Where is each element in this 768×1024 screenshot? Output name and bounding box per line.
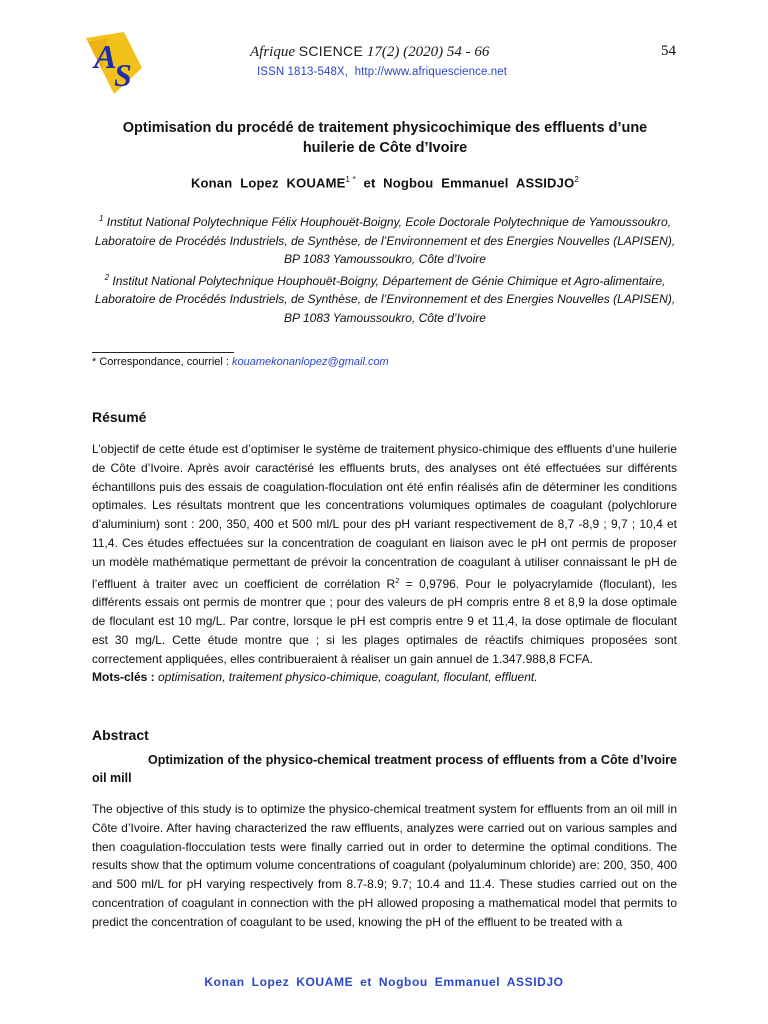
email-link[interactable]: kouamekonanlopez@gmail.com xyxy=(232,356,389,368)
affiliation-2-sup: 2 xyxy=(104,272,110,282)
resume-heading: Résumé xyxy=(92,409,147,425)
affiliation-1-line-2: Laboratoire de Procédés Industriels, de Synthèse, de l’Environnement et des Energies Nouvelles (LAPISEN), xyxy=(94,233,676,248)
running-footer: Konan Lopez KOUAME et Nogbou Emmanuel ASSIDJO xyxy=(204,975,564,989)
keywords-values: optimisation, traitement physico-chimique, coagulant, floculant, effluent. xyxy=(158,670,538,684)
issn-line xyxy=(257,66,507,78)
footnote-divider xyxy=(92,352,234,353)
title-line-2: huilerie de Côte d’Ivoire xyxy=(302,140,468,156)
r-squared-sup: 2 xyxy=(395,575,400,585)
footnote-label: * Correspondance, courriel : xyxy=(92,356,229,368)
affiliation-1-text: Institut National Polytechnique Félix Houphouët-Boigny, Ecole Doctorale Polytechnique de Yamoussoukro, xyxy=(106,215,672,229)
affiliation-2-text: Institut National Polytechnique Houphouët-Boigny, Département de Génie Chimique et Agro-alimentaire, xyxy=(112,273,666,288)
journal-url-link[interactable]: http://www.afriquescience.net xyxy=(354,66,508,78)
journal-name: Afrique xyxy=(250,44,295,60)
affiliations xyxy=(92,210,678,327)
affiliation-1-sup: 1 xyxy=(98,214,104,223)
page-number: 54 xyxy=(661,43,676,59)
journal-citation xyxy=(250,43,489,61)
svg-text:A: A xyxy=(94,39,117,76)
issn: ISSN 1813-548X, xyxy=(257,66,349,78)
resume-paragraph xyxy=(92,440,677,669)
abstract-paragraph: The objective of this study is to optimize the physico-chemical treatment system for effluents from an oil mill in Côte d’Ivoire. After having characterized the raw effluents, analyzes were carried out on various samples and then coagulation-flocculation tests were finally carried out in order to determine the optimal conditions. The results show that the optimum volume concentrations of coagulant (polyaluminum chloride) are: 200, 350, 400 and 500 ml/L for pH varying respectively from 8.7-8.9; 9.7; 10.4 and 11.4. These studies carried out on the concentration of coagulant in connection with the pH allowed proposing a mathematical model that permits to predict the concentration of coagulant to be used, knowing the pH of the effluent to be treated with a xyxy=(92,802,677,929)
abstract-heading: Abstract xyxy=(92,727,149,743)
author-1-sup: 1 * xyxy=(345,175,356,184)
author-2: Nogbou Emmanuel ASSIDJO xyxy=(383,175,575,191)
article-title xyxy=(92,118,678,158)
affiliation-2-line-3: BP 1083 Yamoussoukro, Côte d’Ivoire xyxy=(284,310,486,325)
svg-text:S: S xyxy=(114,57,132,93)
journal-volume: 17(2) (2020) 54 - 66 xyxy=(366,44,490,60)
affiliation-1-line-3: BP 1083 Yamoussoukro, Côte d’Ivoire xyxy=(284,252,486,266)
title-line-1: Optimisation du procédé de traitement physicochimique des effluents d’une xyxy=(122,120,648,136)
author-2-sup: 2 xyxy=(574,175,580,184)
author-separator: et xyxy=(363,175,376,191)
author-1: Konan Lopez KOUAME xyxy=(190,175,346,191)
affiliation-2-line-1 xyxy=(92,269,678,291)
correspondence-footnote xyxy=(92,356,389,368)
abstract-title: Optimization of the physico-chemical treatment process of effluents from a Côte d’Ivoire oil mill xyxy=(92,753,677,785)
authors-line xyxy=(92,175,678,190)
keywords-line xyxy=(92,670,538,684)
journal-science: SCIENCE xyxy=(298,43,364,59)
affiliation-1-line-1 xyxy=(92,210,678,232)
affiliation-2-line-2: Laboratoire de Procédés Industriels, de Synthèse, de l’Environnement et des Energies Nouvelles (LAPISEN), xyxy=(94,292,676,306)
journal-logo xyxy=(84,30,144,96)
keywords-label: Mots-clés : xyxy=(92,670,155,684)
resume-text-2: = 0,9796. Pour le polyacrylamide (floculant), les différents essais ont permis de montrer que ; pour des valeurs de pH compris entre 8 et 8,9 la dose optimale de floculant est 10 mg/L. Par contre, lorsque le pH est compris entre 9 et 11,4, la dose optimale de floculant est 30 mg/L. Cette étude montre que ; si les plages optimales de réactifs chimiques proposées sont correctement appliquées, elles contribueraient à réaliser un gain annuel de 1.347.988,8 FCFA. xyxy=(92,576,678,666)
resume-text-1: L’objectif de cette étude est d’optimiser le système de traitement physico-chimique des effluents d’une huilerie de Côte d’Ivoire. Après avoir caractérisé les effluents bruts, des analyses ont été effectuées sur différents échantillons puis des essais de coagulation-floculation ont été enfin réalisés afin de déterminer les conditions optimales. Les résultats montrent que les concentrations volumiques optimales de coagulant (polychlorure d’aluminium) sont : 200, 350, 400 et 500 ml/L pour des pH variant respectivement de 8,7 -8,9 ; 9,7 ; 10,4 et 11,4. Ces études effectuées sur la concentration de coagulant en liaison avec le pH ont permis de proposer un modèle mathématique permettant de prévoir la concentration de coagulant à utiliser connaissant le pH de l’effluent à traiter avec un coefficient de corrélation R xyxy=(92,442,677,591)
